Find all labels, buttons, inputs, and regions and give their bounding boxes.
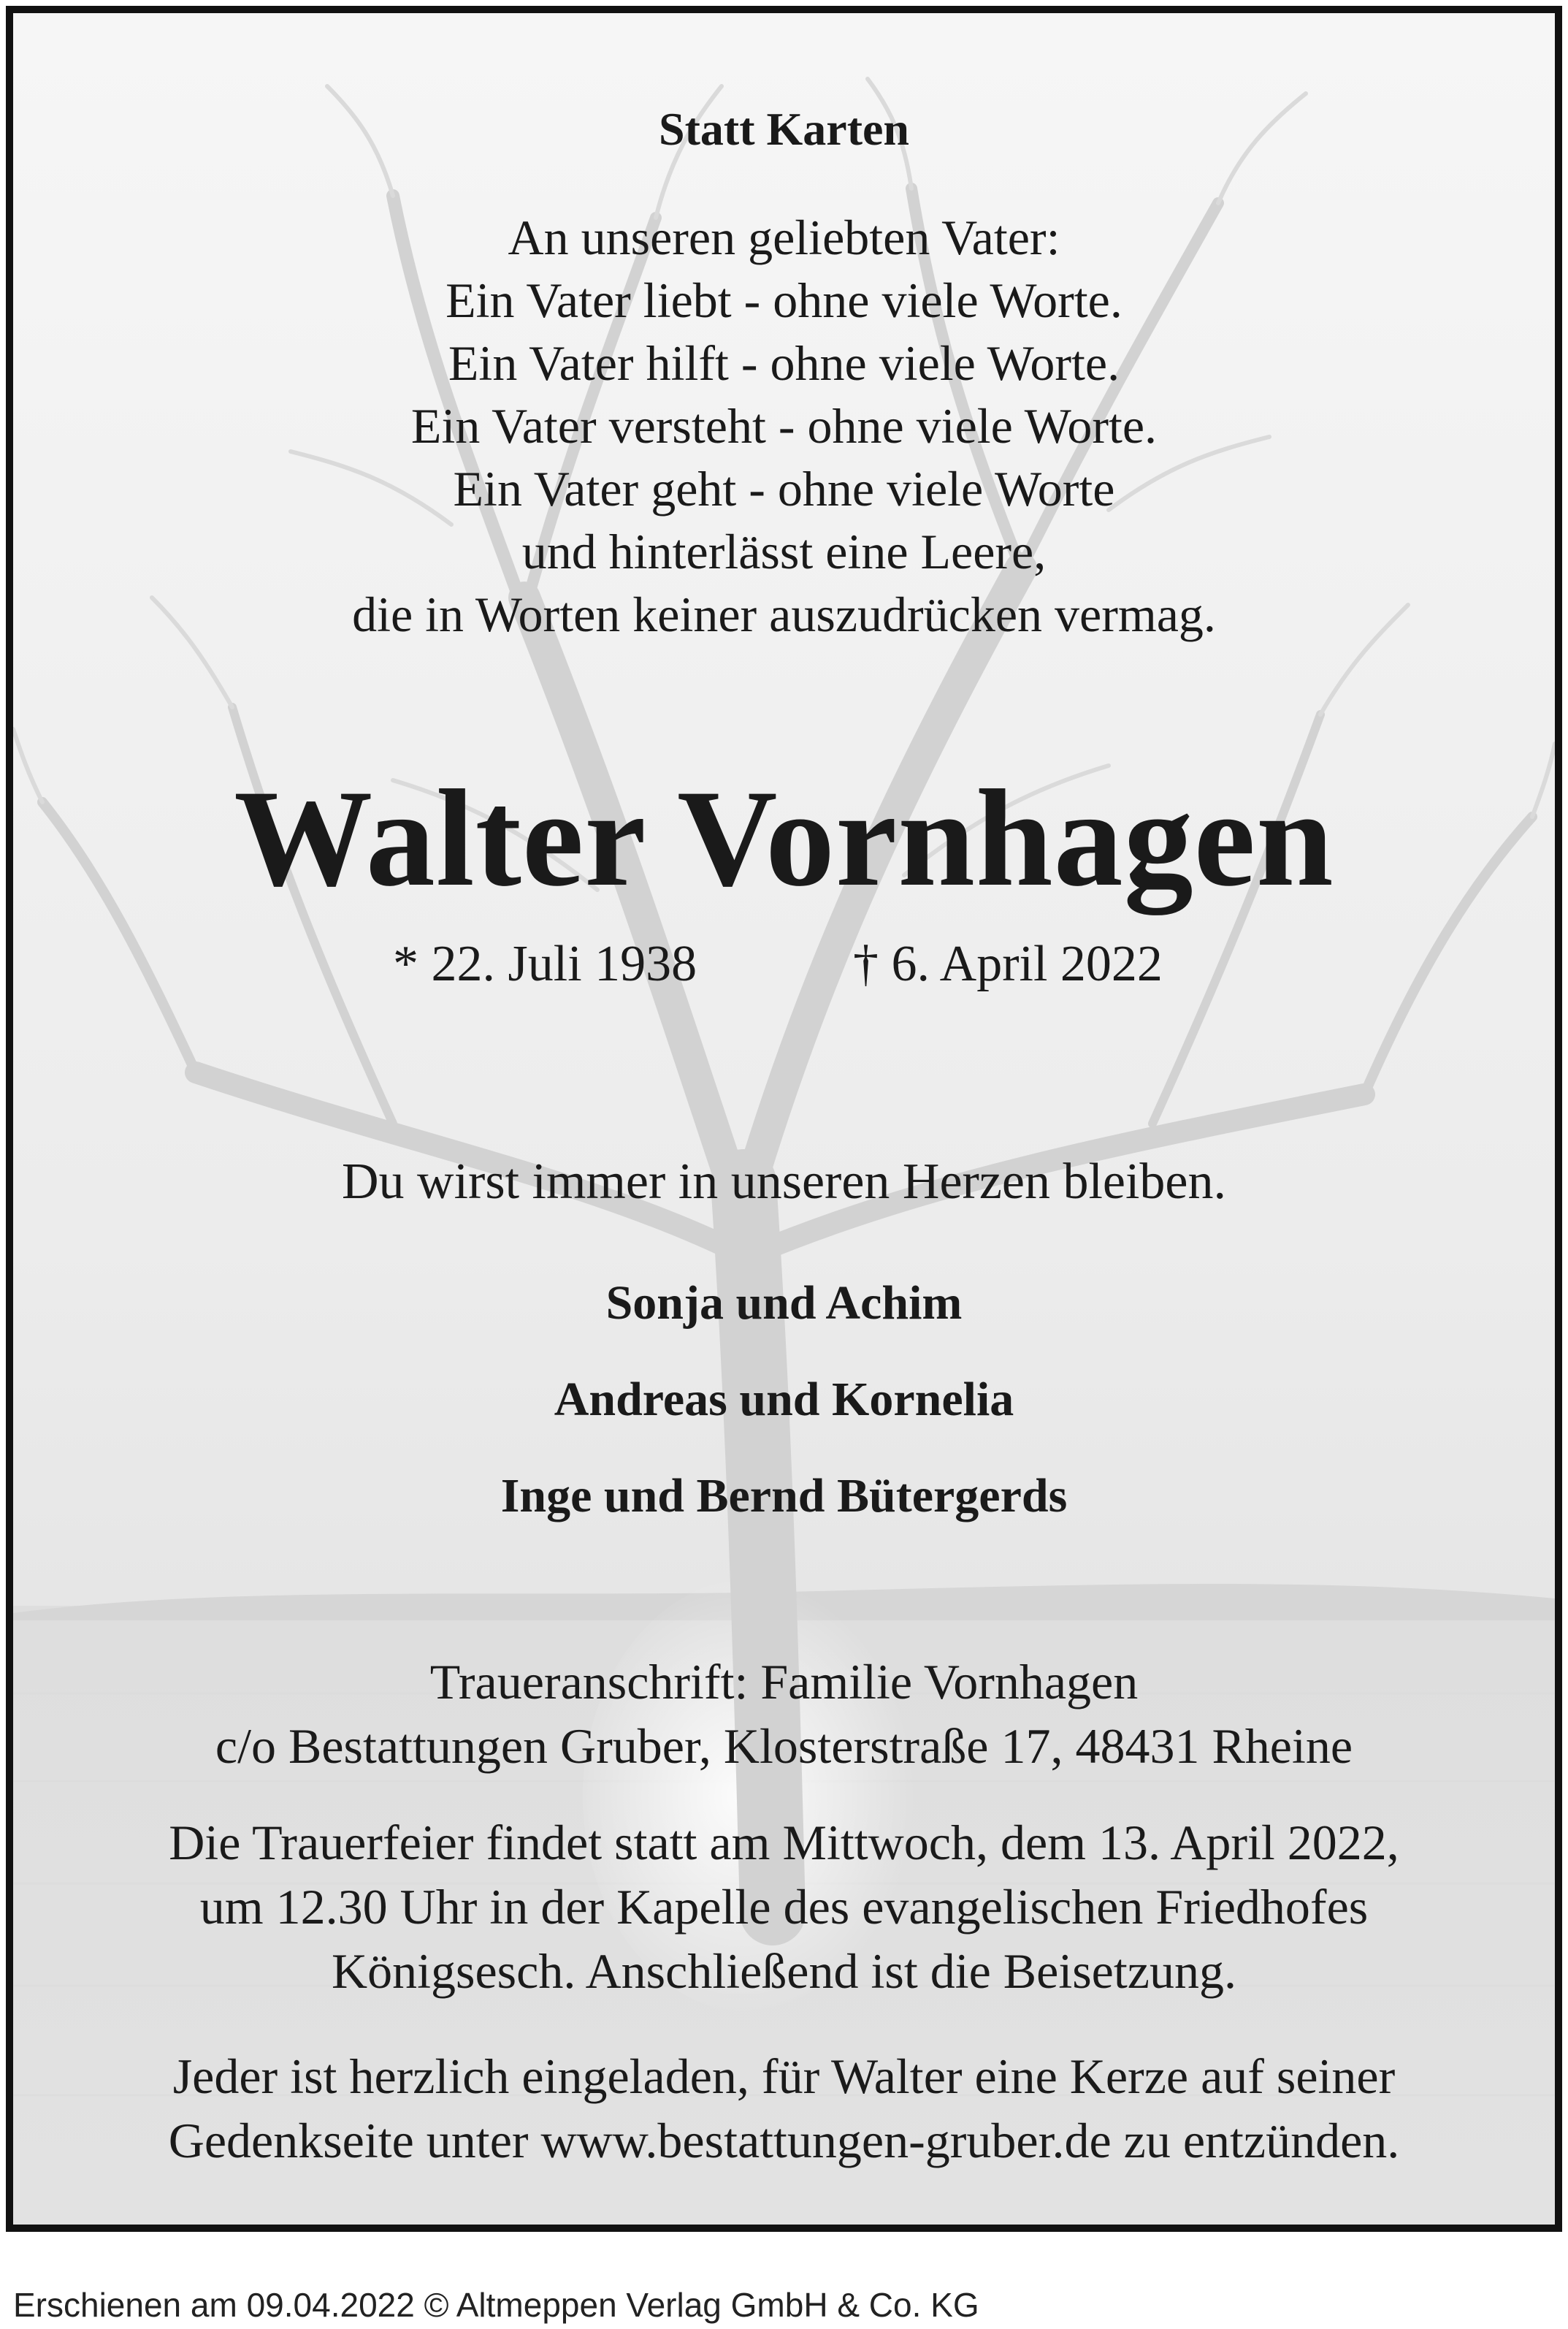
mourners-list bbox=[13, 1255, 1555, 1544]
candle-line: Jeder ist herzlich eingeladen, für Walter eine Kerze auf seiner bbox=[172, 2048, 1396, 2104]
poem bbox=[13, 206, 1555, 646]
mourner-entry: Sonja und Achim bbox=[605, 1276, 963, 1330]
poem-line: und hinterlässt eine Leere, bbox=[521, 524, 1047, 579]
death-date: † 6. April 2022 bbox=[853, 936, 1163, 992]
address-line: Traueranschrift: Familie Vornhagen bbox=[429, 1654, 1139, 1709]
deceased-name: Walter Vornhagen bbox=[234, 762, 1334, 915]
mourner-entry: Inge und Bernd Bütergerds bbox=[500, 1469, 1068, 1522]
poem-line: Ein Vater geht - ohne viele Worte bbox=[453, 461, 1115, 517]
memorial-candle-invitation bbox=[13, 2044, 1555, 2173]
service-line: um 12.30 Uhr in der Kapelle des evangelischen Friedhofes bbox=[199, 1879, 1369, 1935]
poem-line: Ein Vater hilft - ohne viele Worte. bbox=[448, 335, 1120, 391]
funeral-service-info bbox=[13, 1810, 1555, 2003]
notice-content bbox=[13, 13, 1555, 2225]
heading-statt-karten: Statt Karten bbox=[658, 103, 910, 155]
mourning-address bbox=[13, 1650, 1555, 1778]
poem-line: An unseren geliebten Vater: bbox=[508, 210, 1060, 265]
poem-line: Ein Vater liebt - ohne viele Worte. bbox=[445, 272, 1123, 328]
birth-date: * 22. Juli 1938 bbox=[393, 936, 697, 992]
mourner-entry: Andreas und Kornelia bbox=[554, 1373, 1014, 1426]
service-line: Königsesch. Anschließend ist die Beisetzung. bbox=[332, 1943, 1236, 1999]
motto: Du wirst immer in unseren Herzen bleiben. bbox=[341, 1154, 1227, 1210]
service-line: Die Trauerfeier findet statt am Mittwoch, dem 13. April 2022, bbox=[169, 1815, 1399, 1870]
obituary-notice bbox=[6, 6, 1562, 2232]
publication-footer: Erschienen am 09.04.2022 © Altmeppen Verlag GmbH & Co. KG bbox=[13, 2286, 979, 2324]
candle-line: Gedenkseite unter www.bestattungen-gruber.de zu entzünden. bbox=[168, 2113, 1400, 2168]
address-line: c/o Bestattungen Gruber, Klosterstraße 17, 48431 Rheine bbox=[215, 1718, 1353, 1774]
poem-line: Ein Vater versteht - ohne viele Worte. bbox=[410, 398, 1158, 454]
poem-line: die in Worten keiner auszudrücken vermag. bbox=[352, 587, 1216, 642]
